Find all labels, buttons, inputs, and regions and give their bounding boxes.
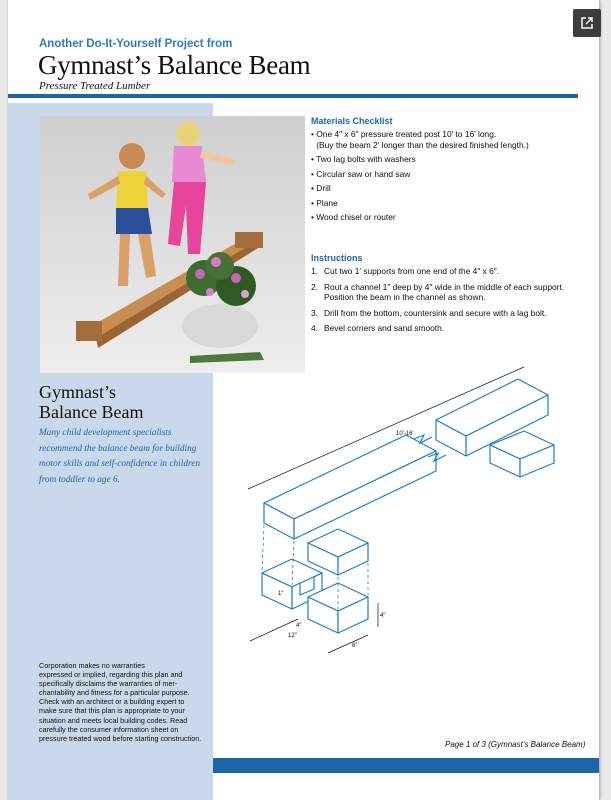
list-item: • Circular saw or hand saw: [311, 168, 411, 179]
length-dimension-label: 10′-16′: [396, 431, 414, 437]
open-external-button[interactable]: [573, 9, 601, 37]
materials-list: [311, 129, 581, 227]
support-length-label: 12″: [288, 633, 297, 639]
footer-rule: [213, 758, 599, 773]
list-item: 4. Bevel corners and sand smooth.: [311, 323, 445, 333]
header-rule: [8, 94, 578, 98]
list-item: • Drill: [311, 183, 331, 193]
width-dimension-label: 4″: [296, 623, 302, 629]
list-item: 1. Cut two 1′ supports from one end of the 4″ x 6″.: [311, 266, 500, 276]
header-tagline: Pressure Treated Lumber: [39, 80, 151, 92]
page-title: Gymnast’s Balance Beam: [38, 50, 311, 80]
list-item: • Plane: [311, 197, 338, 208]
list-item: 3. Drill from the bottom, countersink and secure with a lag bolt.: [311, 307, 547, 318]
support-width-label: 6″: [352, 643, 358, 649]
header-subtitle: Another Do-It-Yourself Project from: [39, 38, 233, 50]
beam-assembly-diagram: [228, 365, 598, 665]
list-item: • One 4″ x 6″ pressure treated post 10′ to 16′ long. (Buy the beam 2′ longer than the desired finished length.): [311, 129, 529, 150]
disclaimer-text: Corporation makes no warranties expressed or implied, regarding this plan and specifically disclaims the warranties of mer- chantability and fitness for a particular purpose. Check with an architect or a building expert to make sure that this plan is appropriate to your situation and meets local building codes. Read carefully the consumer information sheet on pressure treated wood before starting construction.: [39, 661, 202, 743]
list-item: • Wood chisel or router: [311, 212, 396, 222]
instructions-title: Instructions: [311, 253, 363, 263]
materials-title: Materials Checklist: [311, 116, 393, 126]
document-page: [8, 0, 599, 800]
depth-dimension-label: 1″: [278, 591, 284, 597]
sidebar-title: Gymnast’s Balance Beam: [39, 382, 144, 422]
list-item: • Two lag bolts with washers: [311, 154, 416, 164]
children-on-beam-photo: [40, 116, 305, 373]
external-link-icon: [580, 16, 594, 30]
page-number-label: Page 1 of 3 (Gymnast’s Balance Beam): [445, 740, 586, 749]
list-item: 2. Rout a channel 1″ deep by 4″ wide in the middle of each support. Position the beam in the channel as shown.: [311, 281, 565, 302]
instructions-list: [311, 266, 586, 339]
height-dimension-label: 4″: [380, 613, 386, 619]
sidebar-description: Many child development specialists recommend the balance beam for building motor skills and self-confidence in children from toddler to age 6.: [39, 428, 201, 485]
